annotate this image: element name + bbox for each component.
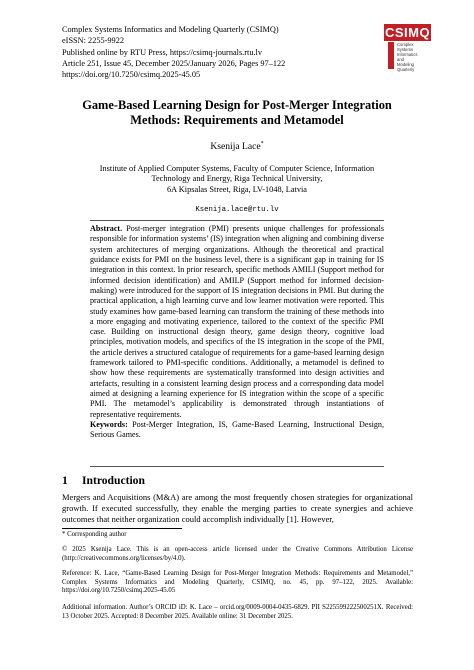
csimq-logo [384, 24, 431, 71]
keywords-label: Keywords: [90, 419, 128, 429]
logo-caption: Complex Systems Informatics and Modeling Quarterly [397, 42, 418, 72]
footnote-additional-info: Additional information. Author’s ORCID iD: K. Lace – orcid.org/0009-0004-0435-6829. PII S225599222500251X. Received: 13 October 2025. Accepted: 8 December 2025. Available online: 31 December 2025. [62, 604, 413, 620]
section-title: Introduction [82, 474, 145, 487]
journal-header [62, 24, 285, 80]
section-number: 1 [62, 474, 68, 487]
abstract-text: Post-merger integration (PMI) presents unique challenges for professionals responsible for information systems’ (IS) integration when aligning and combining diverse system architectures of merging organizations. Although the theoretical and practical guidance exists for PMI on the business level, there is a significant gap in training for IS integration in this context. In prior research, specific methods AMILI (Support method for informed decision identification) and AMILP (Support method for informed decision-making) were introduced for the support of IS integration decisions in PMI. But during the practical application, a high learning curve and low learner motivation were reported. This study examines how game-based learning can transform the training of these methods into a more engaging and motivating experience, tailored to the context of the specific PMI case. Building on instructional design theory, game design theory, cognitive load principles, motivation models, and specifics of the IS integration in the scope of the PMI, the article derives a structured catalogue of requirements for a game-based learning design framework tailored to PMI-specific conditions. Additionally, a metamodel is defined to show how these requirements are systematically transformed into design activities and artefacts, resulting in a consistent learning design process and a corresponding data model aimed at designing a learning experience for IS integration within the scope of a specific PMI. The metamodel’s applicability is demonstrated through instantiations of representative requirements. [90, 224, 384, 419]
article-doi-link[interactable]: https://doi.org/10.7250/csimq.2025-45.05 [62, 70, 201, 80]
article-info: Article 251, Issue 45, December 2025/January 2026, Pages 97–122 [62, 58, 286, 68]
keywords-text: Post-Merger Integration, IS, Game-Based Learning, Instructional Design, Serious Games. [90, 419, 384, 440]
footnote-divider [62, 528, 182, 529]
author-name: Ksenija Lace [210, 141, 261, 153]
author-affiliation: Institute of Applied Computer Systems, Faculty of Computer Science, Information Technology and Energy, Riga Technical University, 6A Kipsalas Street, Riga, LV-1048, Latvia [99, 164, 375, 194]
paper-title: Game-Based Learning Design for Post-Merger Integration Methods: Requirements and Metamodel [82, 98, 392, 128]
introduction-paragraph: Mergers and Acquisitions (M&A) are among the most frequently chosen strategies for organizational growth. If executed successfully, they enable the merging parties to create synergies and achieve outcomes that neither organization could accomplish individually [1]. However, [62, 492, 413, 524]
journal-publisher: Published online by RTU Press, https://csimq-journals.rtu.lv [62, 47, 263, 57]
paper-author [40, 141, 434, 152]
footnote-license: © 2025 Ksenija Lace. This is an open-access article licensed under the Creative Commons Attribution License (http://creativecommons.org/licenses/by/4.0). [62, 546, 413, 562]
journal-name: Complex Systems Informatics and Modeling Quarterly (CSIMQ) [62, 25, 279, 34]
footnote-reference: Reference: K. Lace, “Game-Based Learning Design for Post-Merger Integration Methods: Requirements and Metamodel,” Complex Systems Informatics and Modeling Quarterly, CSIMQ, no. 45, pp. 97–122, 2025. Available: https://doi.org/10.7250/csimq.2025-45.05 [62, 570, 413, 595]
footnote-corresponding: * Corresponding author [62, 531, 127, 538]
corresponding-mark: * [260, 141, 264, 147]
journal-eissn: eISSN: 2255-9922 [62, 36, 124, 46]
author-email-link[interactable]: Ksenija.lace@rtu.lv [195, 206, 279, 214]
logo-bar [388, 42, 394, 69]
logo-wordmark: CSIMQ [384, 25, 431, 40]
abstract-block [90, 220, 384, 467]
abstract-label: Abstract. [90, 224, 123, 233]
section-heading [62, 474, 145, 487]
